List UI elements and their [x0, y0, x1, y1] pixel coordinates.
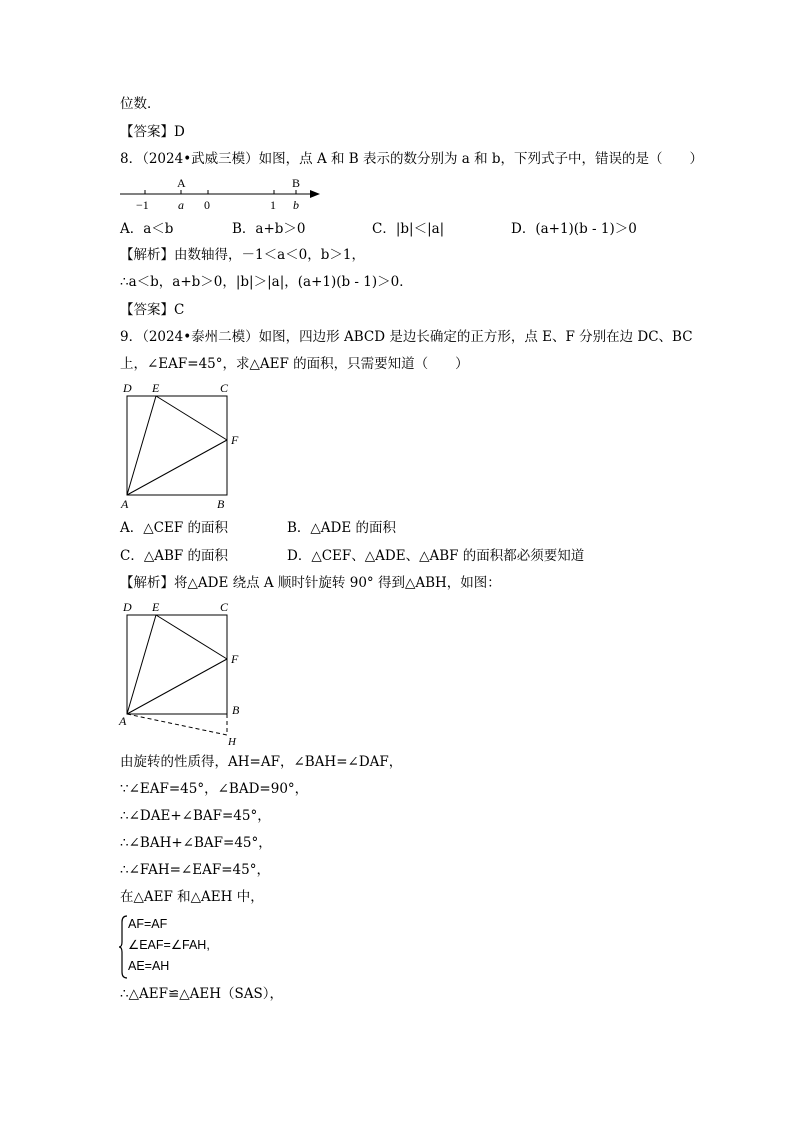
q8-option-c: C．|b|＜|a|	[372, 221, 445, 237]
solution-step: 在△AEF 和△AEH 中，	[120, 889, 264, 905]
question-9-cont: 上，∠EAF=45°，求△AEF 的面积，只需要知道（ ）	[120, 356, 469, 372]
question-9: 9．（2024•泰州二模）如图，四边形 ABCD 是边长确定的正方形，点 E、F 分别在边 DC、BC	[120, 329, 693, 345]
question-8: 8．（2024•武威三模）如图，点 A 和 B 表示的数分别为 a 和 b，下列式子中，错误的是（ ）	[120, 151, 704, 167]
q9-option-d: D．△CEF、△ADE、△ABF 的面积都必须要知道	[287, 548, 585, 564]
equation-row: AF=AF	[128, 917, 168, 931]
number-line-figure	[118, 174, 328, 214]
vertex-e: E	[152, 381, 160, 395]
square-figure-1	[116, 378, 246, 514]
tick-label-b: b	[293, 198, 299, 212]
q8-option-b: B．a+b＞0	[232, 221, 306, 237]
vertex-c: C	[220, 381, 229, 395]
equation-system	[128, 914, 210, 977]
solution-step: ∴∠BAH+∠BAF=45°，	[120, 835, 272, 851]
tick-label-minus1: −1	[136, 198, 149, 212]
vertex-f: F	[231, 433, 239, 447]
left-brace	[118, 914, 128, 980]
answer-line: 【答案】C	[120, 302, 185, 318]
equation-row: ∠EAF=∠FAH,	[128, 938, 210, 952]
equation-row: AE=AH	[128, 959, 170, 973]
solution-step: ∴△AEF≌△AEH（SAS），	[120, 986, 284, 1002]
tick-label-1: 1	[270, 198, 276, 212]
tick-label-0: 0	[204, 198, 210, 212]
solution-step: ∴∠FAH=∠EAF=45°，	[120, 862, 270, 878]
vertex-d: D	[123, 381, 132, 395]
vertex-f: F	[231, 652, 239, 666]
vertex-b: B	[217, 497, 225, 511]
q9-option-a: A．△CEF 的面积	[120, 520, 228, 536]
point-label-a: A	[177, 176, 186, 190]
q9-option-c: C．△ABF 的面积	[120, 548, 229, 564]
vertex-a: A	[119, 714, 127, 728]
point-label-b: B	[292, 176, 301, 190]
solution-step: 由旋转的性质得，AH=AF，∠BAH=∠DAF，	[120, 754, 403, 770]
answer-line: 【答案】D	[120, 124, 185, 140]
q8-option-a: A．a＜b	[120, 221, 174, 237]
vertex-h: H	[228, 736, 236, 748]
vertex-a: A	[121, 497, 129, 511]
text-line: 位数．	[120, 96, 161, 112]
square-figure-2	[116, 597, 256, 749]
vertex-c: C	[220, 600, 229, 614]
q8-option-d: D．(a+1)(b - 1)＞0	[511, 221, 637, 237]
tick-label-a: a	[178, 198, 184, 212]
vertex-e: E	[152, 600, 160, 614]
q9-option-b: B．△ADE 的面积	[287, 520, 397, 536]
analysis-line: ∴a＜b，a+b＞0，|b|＞|a|，(a+1)(b - 1)＞0．	[120, 274, 413, 290]
solution-step: ∴∠DAE+∠BAF=45°，	[120, 808, 271, 824]
analysis-line: 【解析】将△ADE 绕点 A 顺时针旋转 90° 得到△ABH，如图：	[120, 575, 501, 591]
solution-step: ∵∠EAF=45°，∠BAD=90°，	[120, 781, 309, 797]
vertex-d: D	[123, 600, 132, 614]
analysis-line: 【解析】由数轴得，－1＜a＜0，b＞1，	[120, 247, 365, 263]
vertex-b: B	[232, 703, 240, 717]
